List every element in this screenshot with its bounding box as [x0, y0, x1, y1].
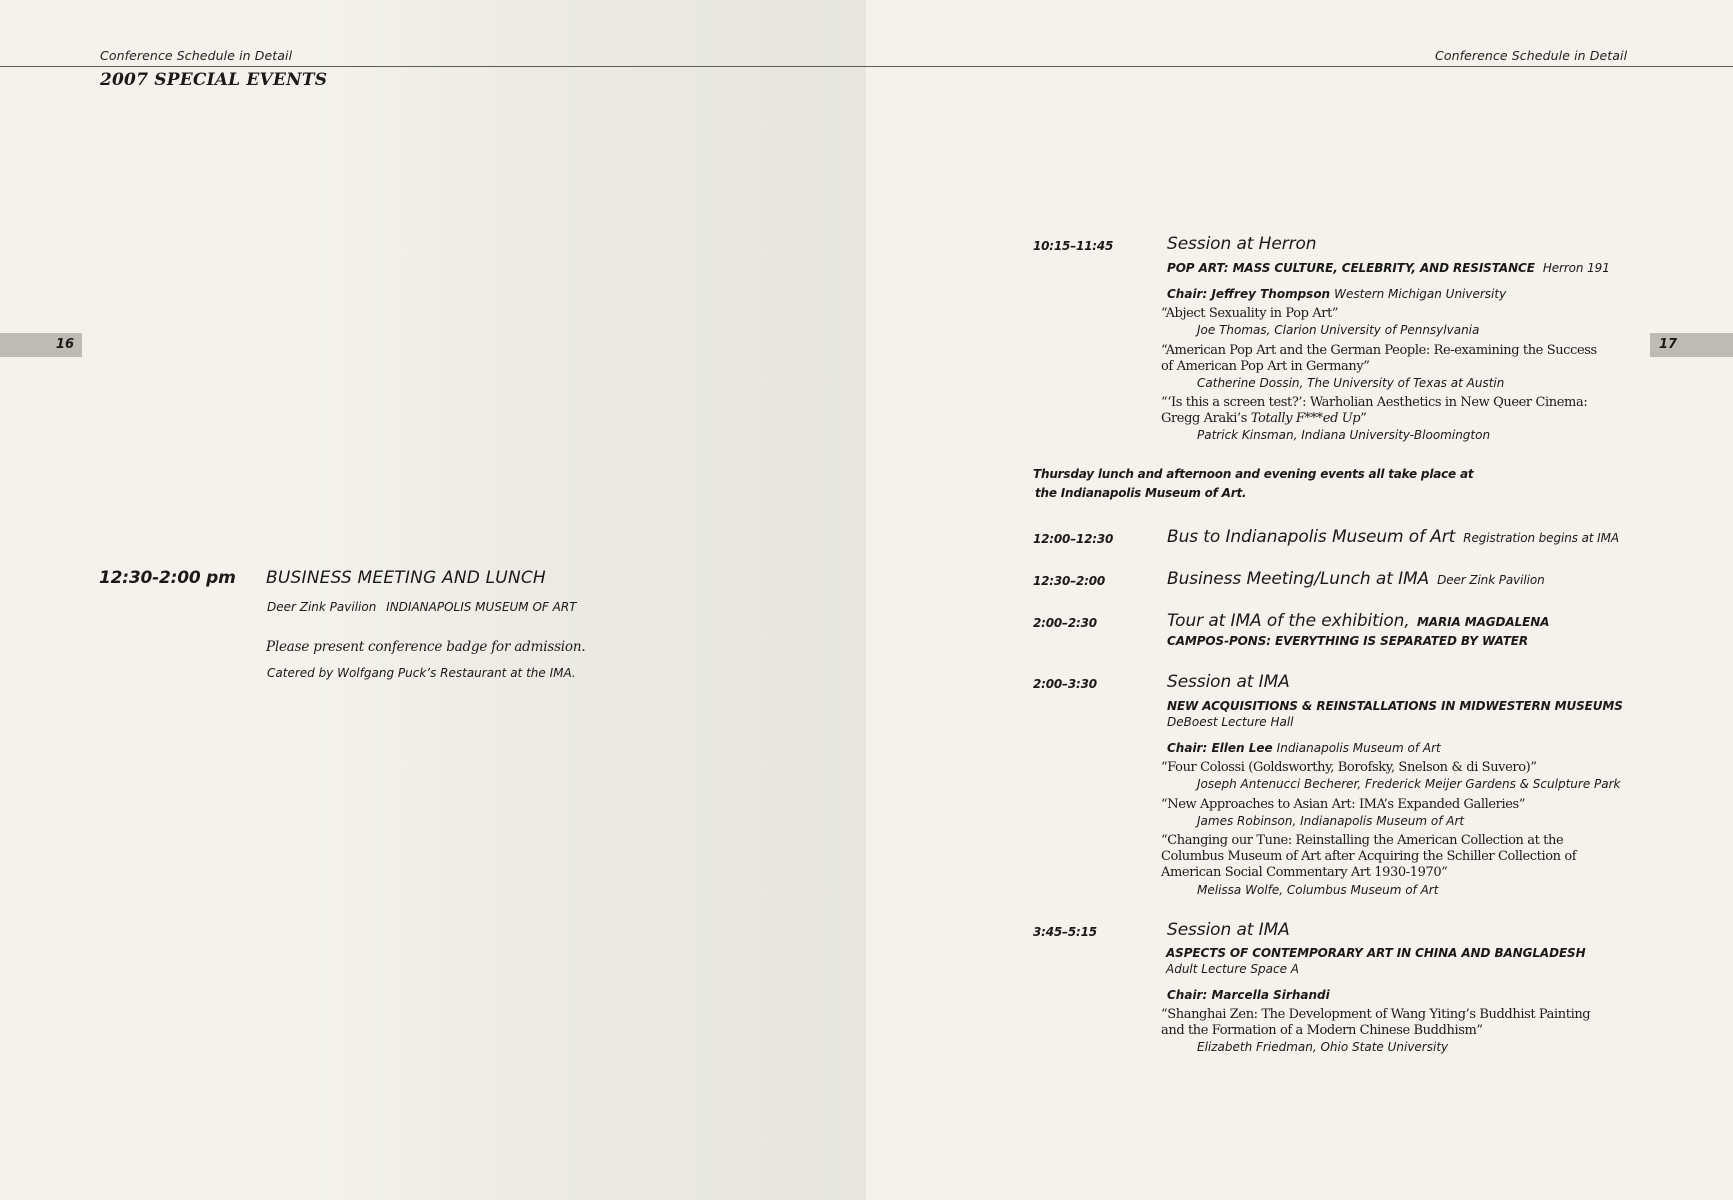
ima1-paper-1-author: Joseph Antenucci Becherer, Frederick Meijer Gardens & Sculpture Park [1197, 777, 1621, 791]
ima2-room: Adult Lecture Space A [1166, 962, 1299, 976]
running-head-right: Conference Schedule in Detail [1435, 48, 1628, 63]
ima1-chair-line [1167, 741, 1441, 755]
herron-paper-2-title: “American Pop Art and the German People: Re-examining the Success of American Pop Art in Germany” [1161, 343, 1597, 374]
herron-chair-affiliation: Western Michigan University [1334, 287, 1507, 301]
event-time: 12:30-2:00 pm [99, 568, 236, 588]
herron-room: Herron 191 [1542, 261, 1610, 275]
herron-paper-1-title: “Abject Sexuality in Pop Art” [1161, 306, 1339, 321]
page-number-left: 16 [55, 337, 74, 352]
bus-title: Bus to Indianapolis Museum of Art [1167, 527, 1456, 547]
ima1-paper-3-title: “Changing our Tune: Reinstalling the American Collection at the Columbus Museum of Art after Acquiring the Schiller Collection of American Social Commentary Art 1930-1970” [1161, 833, 1577, 880]
lunch-subtitle: Deer Zink Pavilion [1437, 573, 1545, 587]
badge-note: Please present conference badge for admission. [266, 639, 586, 655]
ima1-paper-1-title: “Four Colossi (Goldsworthy, Borofsky, Snelson & di Suvero)” [1161, 760, 1537, 775]
lunch-title: Business Meeting/Lunch at IMA [1167, 569, 1430, 589]
ima1-panel: NEW ACQUISITIONS & REINSTALLATIONS IN MIDWESTERN MUSEUMS [1167, 699, 1623, 713]
herron-paper-3-title-b: ” [1360, 411, 1367, 426]
tour-line [1167, 611, 1549, 631]
herron-panel-line [1167, 261, 1610, 275]
event-venue: Deer Zink Pavilion [267, 600, 377, 614]
tour-title: Tour at IMA of the exhibition, [1167, 611, 1410, 631]
event-title: BUSINESS MEETING AND LUNCH [266, 568, 546, 588]
ima2-chair: Chair: Marcella Sirhandi [1167, 988, 1330, 1002]
ima1-paper-2-title: “New Approaches to Asian Art: IMA’s Expanded Galleries” [1161, 797, 1526, 812]
herron-chair: Chair: Jeffrey Thompson [1167, 287, 1331, 301]
ima1-chair-affiliation: Indianapolis Museum of Art [1276, 741, 1441, 755]
ima2-paper-1-title: “Shanghai Zen: The Development of Wang Yiting’s Buddhist Painting and the Formation of a Modern Chinese Buddhism” [1161, 1007, 1591, 1038]
herron-chair-line [1167, 287, 1506, 301]
ima1-time: 2:00–3:30 [1033, 677, 1097, 691]
herron-panel: POP ART: MASS CULTURE, CELEBRITY, AND RESISTANCE [1167, 261, 1535, 275]
header-rule [0, 66, 1733, 67]
page-number-right: 17 [1659, 337, 1678, 352]
thursday-note-line-2: the Indianapolis Museum of Art. [1035, 486, 1247, 500]
tour-exhibit-1: MARIA MAGDALENA [1416, 615, 1550, 629]
section-title: 2007 SPECIAL EVENTS [100, 70, 328, 90]
thursday-note-line-1: Thursday lunch and afternoon and evening events all take place at [1033, 467, 1474, 481]
page-number-tab-right [1650, 333, 1733, 357]
ima2-panel: ASPECTS OF CONTEMPORARY ART IN CHINA AND BANGLADESH [1166, 946, 1586, 960]
page-number-tab-left [0, 333, 82, 357]
bus-time: 12:00–12:30 [1033, 532, 1114, 546]
ima2-time: 3:45–5:15 [1033, 925, 1097, 939]
event-museum: INDIANAPOLIS MUSEUM OF ART [386, 600, 577, 614]
event-venue-line [267, 600, 577, 614]
lunch-line [1167, 569, 1545, 589]
herron-paper-3-title-italic: Totally F***ed Up [1250, 411, 1361, 426]
bus-line [1167, 527, 1619, 547]
running-head-left: Conference Schedule in Detail [100, 48, 293, 63]
herron-time: 10:15–11:45 [1033, 239, 1114, 253]
herron-paper-3-title [1161, 395, 1601, 427]
ima1-chair: Chair: Ellen Lee [1167, 741, 1273, 755]
bus-subtitle: Registration begins at IMA [1463, 531, 1619, 545]
ima2-title: Session at IMA [1167, 920, 1290, 940]
ima1-paper-2-author: James Robinson, Indianapolis Museum of Art [1197, 814, 1465, 828]
tour-exhibit-2: CAMPOS-PONS: EVERYTHING IS SEPARATED BY WATER [1167, 634, 1529, 648]
ima1-paper-3-author: Melissa Wolfe, Columbus Museum of Art [1197, 883, 1439, 897]
catering-note: Catered by Wolfgang Puck’s Restaurant at the IMA. [267, 666, 576, 680]
herron-title: Session at Herron [1167, 234, 1317, 254]
herron-paper-3-title-a: “‘Is this a screen test?’: Warholian Aesthetics in New Queer Cinema: Gregg Araki’s [1161, 395, 1588, 426]
lunch-time: 12:30–2:00 [1033, 574, 1106, 588]
ima2-paper-1-author: Elizabeth Friedman, Ohio State University [1197, 1040, 1449, 1054]
tour-time: 2:00–2:30 [1033, 616, 1097, 630]
ima1-room: DeBoest Lecture Hall [1167, 715, 1294, 729]
ima1-title: Session at IMA [1167, 672, 1290, 692]
herron-paper-2-author: Catherine Dossin, The University of Texas at Austin [1197, 376, 1505, 390]
herron-paper-1-author: Joe Thomas, Clarion University of Pennsylvania [1197, 323, 1480, 337]
herron-paper-3-author: Patrick Kinsman, Indiana University-Bloomington [1197, 428, 1491, 442]
